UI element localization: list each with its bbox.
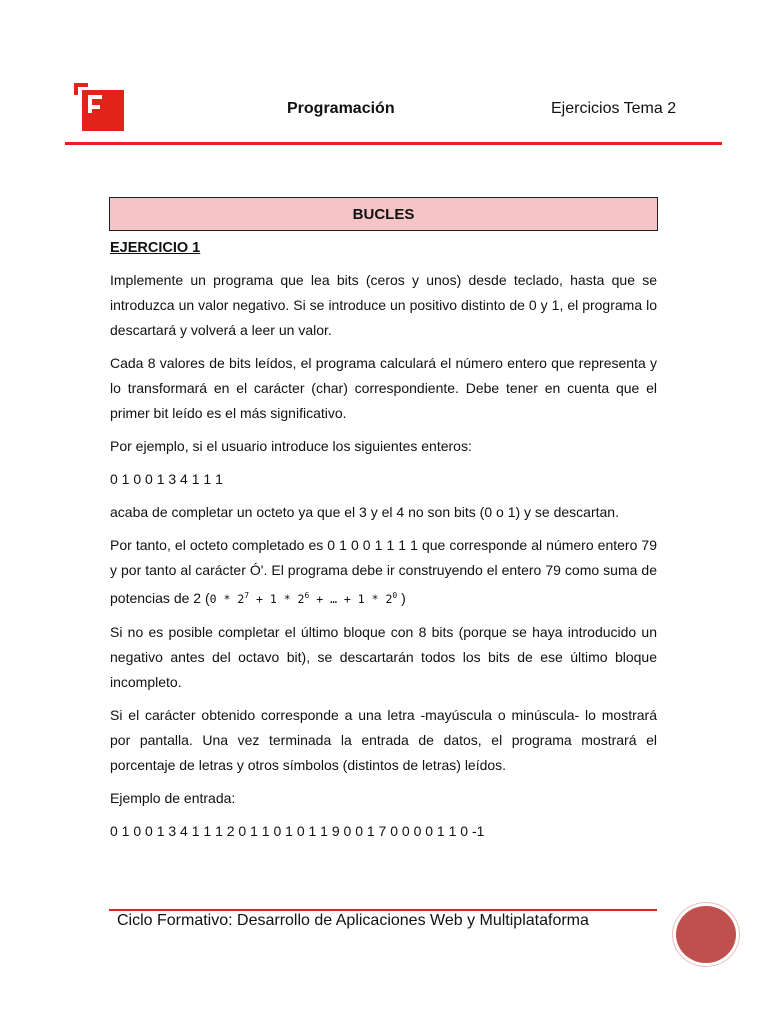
paragraph-3: Por ejemplo, si el usuario introduce los siguientes enteros: bbox=[110, 438, 472, 454]
paragraph-6 bbox=[110, 533, 657, 612]
formula-exp-3: 0 bbox=[392, 591, 398, 600]
section-heading bbox=[109, 197, 658, 231]
section-heading-label: BUCLES bbox=[352, 205, 415, 223]
formula-term-1: 0 * 2 bbox=[209, 591, 245, 606]
powers-formula bbox=[210, 592, 398, 606]
page-title: Programación bbox=[287, 100, 395, 117]
formula-exp-1: 7 bbox=[244, 591, 250, 600]
paragraph-7: Si no es posible completar el último bloque con 8 bits (porque se haya introducido un negativo antes del octavo bit), se descartarán todos los bits de ese último bloque incompleto. bbox=[110, 623, 657, 690]
header-divider bbox=[65, 142, 722, 145]
paragraph-2: Cada 8 valores de bits leídos, el programa calculará el número entero que representa y lo transformará en el carácter (char) correspondiente. Debe tener en cuenta que el primer bit leído es el más significativo. bbox=[110, 355, 657, 421]
footer-divider bbox=[109, 909, 657, 911]
paragraph-6-text: Por tanto, el octeto completado es 0 1 0 0 1 1 1 1 que corresponde al número entero 79 y por tanto al carácter Ó'. El programa debe ir construyendo el entero 79 como suma de potencias de 2 ( bbox=[110, 537, 657, 606]
input-example-sequence: 0 1 0 0 1 3 4 1 1 1 2 0 1 1 0 1 0 1 1 9 0 0 1 7 0 0 0 0 1 1 0 -1 bbox=[110, 822, 485, 839]
bit-sequence-example: 0 1 0 0 1 3 4 1 1 1 bbox=[110, 471, 223, 487]
paragraph-5: acaba de completar un octeto ya que el 3 y el 4 no son bits (0 o 1) y se descartan. bbox=[110, 504, 619, 520]
paragraph-9: Ejemplo de entrada: bbox=[110, 789, 236, 806]
formula-term-2: + 1 * 2 bbox=[249, 591, 305, 606]
paragraph-6-end: ) bbox=[397, 589, 406, 606]
formula-exp-2: 6 bbox=[304, 591, 310, 600]
footer-circle-decoration bbox=[676, 906, 736, 963]
exercise-title: EJERCICIO 1 bbox=[110, 240, 201, 256]
header-subtitle: Ejercicios Tema 2 bbox=[551, 100, 677, 117]
logo-icon bbox=[72, 83, 126, 133]
footer-text: Ciclo Formativo: Desarrollo de Aplicaciones Web y Multiplataforma bbox=[117, 912, 589, 929]
paragraph-1: Implemente un programa que lea bits (ceros y unos) desde teclado, hasta que se introduzca un valor negativo. Si se introduce un positivo distinto de 0 y 1, el programa lo descartará y volverá a leer un valor. bbox=[110, 272, 657, 338]
formula-term-3: + … + 1 * 2 bbox=[309, 591, 393, 606]
paragraph-8: Si el carácter obtenido corresponde a una letra -mayúscula o minúscula- lo mostrará por pantalla. Una vez terminada la entrada de datos, el programa mostrará el porcentaje de letras y otros símbolos (distintos de letras) leídos. bbox=[110, 706, 657, 773]
exercise-content bbox=[110, 236, 657, 852]
